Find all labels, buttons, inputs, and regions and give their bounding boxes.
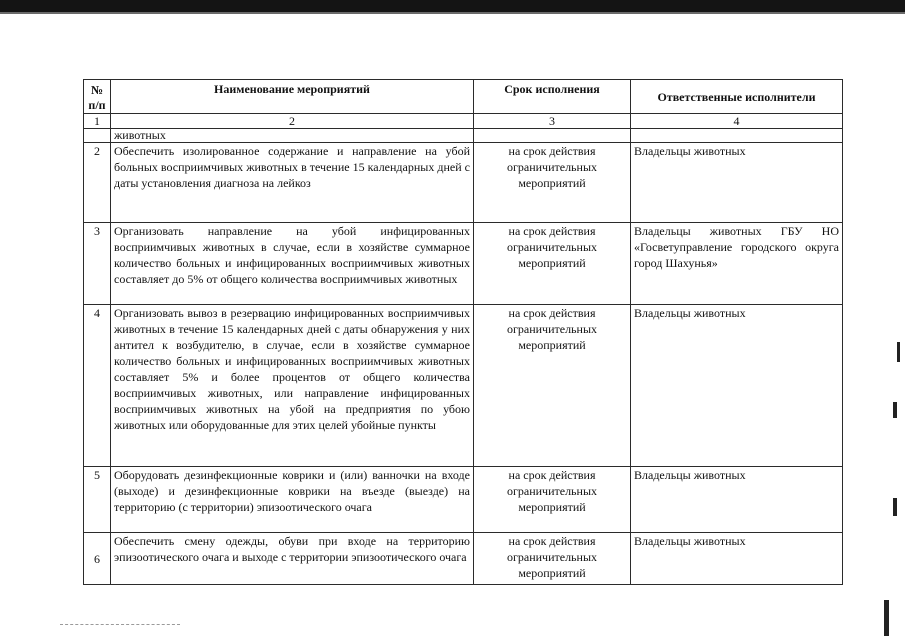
scan-edge-mark — [897, 342, 900, 362]
scan-top-shadow — [0, 12, 905, 14]
header-num: № п/п — [84, 80, 111, 114]
row-name: Оборудовать дезинфекционные коврики и (или) ванночки на входе (выходе) и дезинфекционные коврики на въезде (выезде) на территорию (с территории) эпизоотического очага — [111, 467, 474, 533]
table-row — [84, 305, 843, 467]
measures-table — [83, 79, 843, 585]
row-resp: Владельцы животных — [631, 143, 843, 223]
header-row — [84, 80, 843, 114]
table-row — [84, 129, 843, 143]
row-num — [84, 129, 111, 143]
scan-top-border — [0, 0, 905, 12]
scan-edge-mark — [893, 498, 897, 516]
column-number: 2 — [111, 114, 474, 129]
row-resp — [631, 129, 843, 143]
table-row — [84, 223, 843, 305]
row-term: на срок действия ограничительных мероприятий — [474, 143, 631, 223]
table-row — [84, 467, 843, 533]
row-name: Обеспечить смену одежды, обуви при входе на территорию эпизоотического очага и выходе с территории эпизоотического очага — [111, 533, 474, 585]
row-term: на срок действия ограничительных мероприятий — [474, 533, 631, 585]
row-num: 2 — [84, 143, 111, 223]
row-name: животных — [111, 129, 474, 143]
row-resp: Владельцы животных ГБУ НО «Госветуправление городского округа город Шахунья» — [631, 223, 843, 305]
column-number: 4 — [631, 114, 843, 129]
scan-footer-noise — [60, 624, 180, 627]
column-number-row — [84, 114, 843, 129]
row-num: 3 — [84, 223, 111, 305]
row-term — [474, 129, 631, 143]
column-number: 1 — [84, 114, 111, 129]
header-term: Срок исполнения — [474, 80, 631, 114]
row-num: 4 — [84, 305, 111, 467]
row-resp: Владельцы животных — [631, 533, 843, 585]
row-term: на срок действия ограничительных мероприятий — [474, 305, 631, 467]
scan-edge-mark — [893, 402, 897, 418]
header-name: Наименование мероприятий — [111, 80, 474, 114]
column-number: 3 — [474, 114, 631, 129]
row-name: Организовать направление на убой инфицированных восприимчивых животных в случае, если в хозяйстве суммарное количество больных и инфицированных восприимчивых животных составляет до 5% от общего количества восприимчивых животных — [111, 223, 474, 305]
scan-edge-mark — [884, 600, 889, 636]
row-term: на срок действия ограничительных мероприятий — [474, 223, 631, 305]
row-name: Организовать вывоз в резервацию инфицированных восприимчивых животных в течение 15 календарных дней с даты обнаружения у них антител к возбудителю, в случае, если в хозяйстве суммарное количество больных и инфицированных восприимчивых животных составляет 5% и более процентов от общего количества восприимчивых животных, или направление инфицированных восприимчивых животных на убой на предприятия по убою животных или оборудованные для этих целей убойные пункты — [111, 305, 474, 467]
row-num: 6 — [84, 533, 111, 585]
row-resp: Владельцы животных — [631, 467, 843, 533]
table-row — [84, 143, 843, 223]
header-resp: Ответственные исполнители — [631, 80, 843, 114]
table-row — [84, 533, 843, 585]
row-num: 5 — [84, 467, 111, 533]
row-resp: Владельцы животных — [631, 305, 843, 467]
row-term: на срок действия ограничительных мероприятий — [474, 467, 631, 533]
row-name: Обеспечить изолированное содержание и направление на убой больных восприимчивых животных в течение 15 календарных дней с даты установления диагноза на лейкоз — [111, 143, 474, 223]
